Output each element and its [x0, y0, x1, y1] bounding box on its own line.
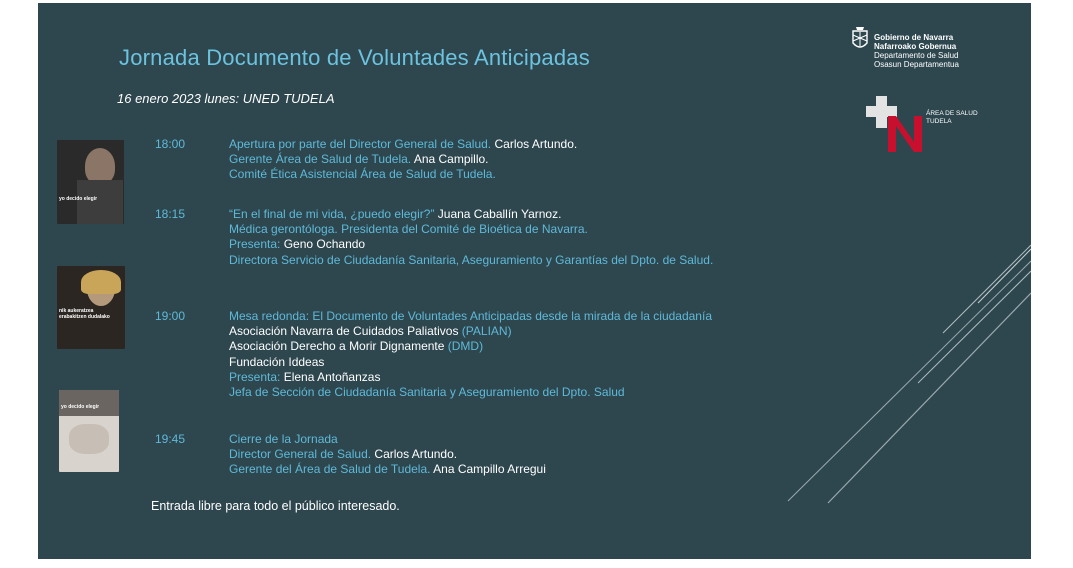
session-line — [229, 167, 496, 181]
session-description: Presenta: — [229, 237, 284, 252]
slide — [38, 3, 1031, 559]
logo-line-1: Gobierno de Navarra — [874, 33, 954, 42]
session-time: 18:15 — [155, 207, 186, 221]
session-description: Médica gerontóloga. Presidenta del Comité de Bioética de Navarra. — [229, 222, 588, 237]
session-line — [229, 385, 625, 399]
session-line — [229, 207, 561, 221]
session-time: 18:00 — [155, 137, 186, 151]
session-line — [229, 462, 546, 476]
campaign-poster-thumbnail — [59, 390, 119, 472]
session-description: Gerente del Área de Salud de Tudela. — [229, 462, 434, 477]
session-description: Director General de Salud. — [229, 447, 375, 462]
session-line — [229, 152, 489, 166]
speaker-name: Asociación Derecho a Morir Dignamente — [229, 339, 448, 354]
session-line — [229, 370, 380, 384]
session-line — [229, 137, 577, 151]
poster-caption: nik aukeratzea erabakitzen dudalako — [59, 308, 110, 320]
session-line — [229, 432, 338, 446]
event-date-location: 16 enero 2023 lunes: UNED TUDELA — [117, 91, 335, 106]
session-description: Apertura por parte del Director General de Salud. — [229, 137, 495, 151]
poster-caption: yo decido elegir — [61, 404, 100, 410]
session-description: Presenta: — [229, 369, 284, 384]
session-line — [229, 237, 365, 251]
session-line — [229, 309, 712, 323]
speaker-name: Ana Campillo Arregui — [433, 462, 546, 477]
speaker-name: Carlos Artundo. — [494, 137, 578, 151]
session-line — [229, 355, 324, 369]
area-salud-line-2: TUDELA — [926, 118, 952, 125]
session-time: 19:45 — [155, 432, 186, 446]
speaker-name: Geno Ochando — [283, 237, 366, 252]
session-description: Jefa de Sección de Ciudadanía Sanitaria y Aseguramiento del Dpto. Salud — [229, 385, 625, 399]
coat-of-arms-icon — [850, 25, 870, 53]
session-line — [229, 253, 713, 267]
poster-caption: yo decido elegir — [59, 196, 98, 202]
campaign-poster-thumbnail — [57, 266, 125, 349]
session-description: Mesa redonda: El Documento de Voluntades Anticipadas desde la mirada de la ciudadanía — [229, 309, 712, 323]
speaker-name: Elena Antoñanzas — [283, 369, 381, 384]
speaker-name: Ana Campillo. — [413, 152, 489, 167]
session-description: “En el final de mi vida, ¿puedo elegir?” — [229, 207, 438, 221]
campaign-poster-thumbnail — [57, 140, 124, 224]
session-time: 19:00 — [155, 309, 186, 323]
logo-line-4: Osasun Departamentua — [874, 60, 959, 69]
session-description: Comité Ética Asistencial Área de Salud de Tudela. — [229, 167, 496, 182]
area-salud-logo — [866, 88, 996, 154]
footer-note: Entrada libre para todo el público interesado. — [151, 499, 400, 513]
speaker-name: Juana Caballín Yarnoz. — [437, 207, 562, 221]
session-line — [229, 339, 483, 353]
area-salud-line-1: ÁREA DE SALUD — [926, 110, 978, 117]
speaker-name: Asociación Navarra de Cuidados Paliativos — [229, 324, 462, 339]
session-line — [229, 222, 588, 236]
session-line — [229, 324, 512, 338]
session-description: Cierre de la Jornada — [229, 432, 338, 446]
session-description: (DMD) — [447, 339, 484, 354]
logo-line-3: Departamento de Salud — [874, 51, 959, 60]
page-title: Jornada Documento de Voluntades Anticipadas — [119, 45, 590, 70]
session-description: (PALIAN) — [461, 324, 512, 339]
speaker-name: Carlos Artundo. — [374, 447, 458, 462]
session-description: Gerente Área de Salud de Tudela. — [229, 152, 414, 167]
logo-line-2: Nafarroako Gobernua — [874, 42, 957, 51]
speaker-name: Fundación Iddeas — [229, 354, 325, 369]
session-description: Directora Servicio de Ciudadanía Sanitaria, Aseguramiento y Garantías del Dpto. de Salud. — [229, 252, 714, 267]
session-line — [229, 447, 457, 461]
